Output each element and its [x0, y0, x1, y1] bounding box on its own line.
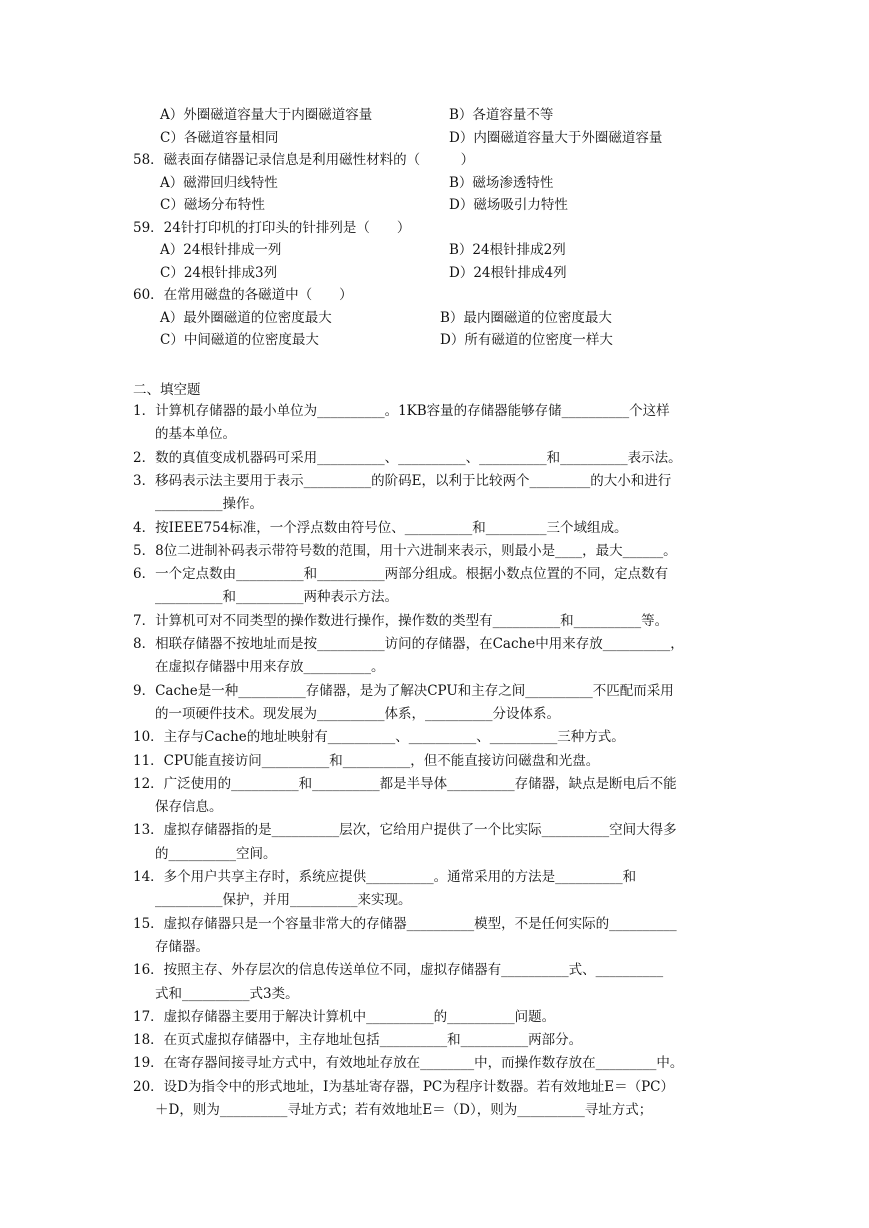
fill-in-continuation-line: __________和__________两种表示方法。 [155, 589, 398, 606]
question-text: 59．24针打印机的打印头的针排列是（ ） [133, 219, 411, 236]
fill-in-question-line: 11．CPU能直接访问__________和__________，但不能直接访问磁盘和光盘。 [133, 752, 600, 769]
fill-in-question-line: 13．虚拟存储器指的是__________层次，它给用户提供了一个比实际__________空间大得多 [133, 822, 677, 839]
option-right: D）所有磁道的位密度一样大 [440, 332, 613, 348]
option-right: D）磁场吸引力特性 [449, 197, 568, 213]
fill-in-continuation-line: 在虚拟存储器中用来存放__________。 [155, 659, 385, 676]
fill-in-question-line: 6．一个定点数由__________和__________两部分组成。根据小数点位置的不同，定点数有 [133, 566, 669, 583]
fill-in-question-line: 5．8位二进制补码表示带符号数的范围，用十六进制来表示，则最小是____，最大______。 [133, 542, 677, 559]
fill-in-question-line: 12．广泛使用的__________和__________都是半导体__________存储器，缺点是断电后不能 [133, 775, 677, 792]
option-right: B）最内圈磁道的位密度最大 [440, 309, 612, 326]
option-row [0, 262, 869, 285]
option-right: B）各道容量不等 [449, 107, 554, 123]
fill-in-question-line: 20．设D为指令中的形式地址，I为基址寄存器，PC为程序计数器。若有效地址E＝（PC） [133, 1078, 675, 1095]
fill-in-question-line: 3．移码表示法主要用于表示__________的阶码E，以利于比较两个_________的大小和进行 [133, 472, 672, 489]
question-line [0, 217, 869, 240]
fill-in-question-line: 15．虚拟存储器只是一个容量非常大的存储器__________模型，不是任何实际的__________ [133, 915, 677, 932]
option-right: D）内圈磁道容量大于外圈磁道容量 [449, 129, 663, 146]
fill-in-question-line: 17．虚拟存储器主要用于解决计算机中__________的__________问题。 [133, 1008, 556, 1025]
fill-in-question-line: 8．相联存储器不按地址而是按__________访问的存储器，在Cache中用来存放__________， [133, 636, 684, 652]
option-left: C）各磁道容量相同 [160, 129, 279, 146]
option-left: C）24根针排成3列 [160, 264, 278, 281]
question-text: 60．在常用磁盘的各磁道中（ ） [133, 287, 353, 303]
option-left: A）磁滞回归线特性 [160, 174, 278, 191]
fill-in-question-line: 7．计算机可对不同类型的操作数进行操作，操作数的类型有__________和__________等。 [133, 612, 669, 629]
fill-in-question-line: 10．主存与Cache的地址映射有__________、__________、__________三种方式。 [133, 729, 625, 746]
fill-in-question-line: 16．按照主存、外存层次的信息传送单位不同，虚拟存储器有__________式、__________ [133, 962, 664, 979]
fill-in-question-line: 2．数的真值变成机器码可采用__________、__________、__________和__________表示法。 [133, 449, 682, 466]
option-row [0, 172, 869, 195]
option-right: B）磁场渗透特性 [449, 174, 554, 191]
fill-in-continuation-line: __________保护，并用__________来实现。 [155, 892, 412, 909]
question-text: 58．磁表面存储器记录信息是利用磁性材料的（ ） [133, 152, 475, 168]
option-row [0, 239, 869, 262]
option-left: C）磁场分布特性 [160, 197, 265, 213]
option-left: C）中间磁道的位密度最大 [160, 332, 319, 348]
section-title-fill-in: 二、填空题 [133, 382, 201, 398]
option-right: B）24根针排成2列 [449, 242, 566, 258]
fill-in-question-line: 18．在页式虚拟存储器中，主存地址包括__________和__________两部分。 [133, 1032, 583, 1049]
question-line [0, 149, 869, 172]
option-row [0, 194, 869, 217]
fill-in-question-line: 19．在寄存器间接寻址方式中，有效地址存放在________中，而操作数存放在_________中。 [133, 1055, 684, 1072]
fill-in-continuation-line: 存储器。 [155, 938, 209, 955]
fill-in-question-line: 14．多个用户共享主存时，系统应提供__________。通常采用的方法是__________和 [133, 869, 637, 885]
option-row [0, 104, 869, 127]
option-row [0, 307, 869, 330]
option-row [0, 329, 869, 352]
option-right: D）24根针排成4列 [449, 264, 567, 281]
fill-in-continuation-line: 的__________空间。 [155, 845, 277, 862]
fill-in-continuation-line: __________操作。 [155, 496, 263, 513]
option-left: A）24根针排成一列 [160, 242, 282, 258]
option-left: A）外圈磁道容量大于内圈磁道容量 [160, 107, 373, 123]
option-row [0, 127, 869, 150]
fill-in-continuation-line: 式和__________式3类。 [155, 985, 299, 1002]
fill-in-continuation-line: 保存信息。 [155, 799, 223, 816]
fill-in-continuation-line: 的一项硬件技术。现发展为__________体系，__________分设体系。 [155, 705, 560, 722]
option-left: A）最外圈磁道的位密度最大 [160, 309, 332, 326]
fill-in-question-line: 4．按IEEE754标准，一个浮点数由符号位、__________和_________三个域组成。 [133, 519, 628, 536]
fill-in-continuation-line: ＋D，则为__________寻址方式；若有效地址E＝（D），则为__________寻址方式； [155, 1102, 653, 1118]
fill-in-continuation-line: 的基本单位。 [155, 426, 236, 443]
fill-in-question-line: 9．Cache是一种__________存储器，是为了解决CPU和主存之间__________不匹配而采用 [133, 682, 674, 699]
question-line [0, 284, 869, 307]
fill-in-question-line: 1．计算机存储器的最小单位为__________。1KB容量的存储器能够存储__________个这样 [133, 403, 670, 419]
